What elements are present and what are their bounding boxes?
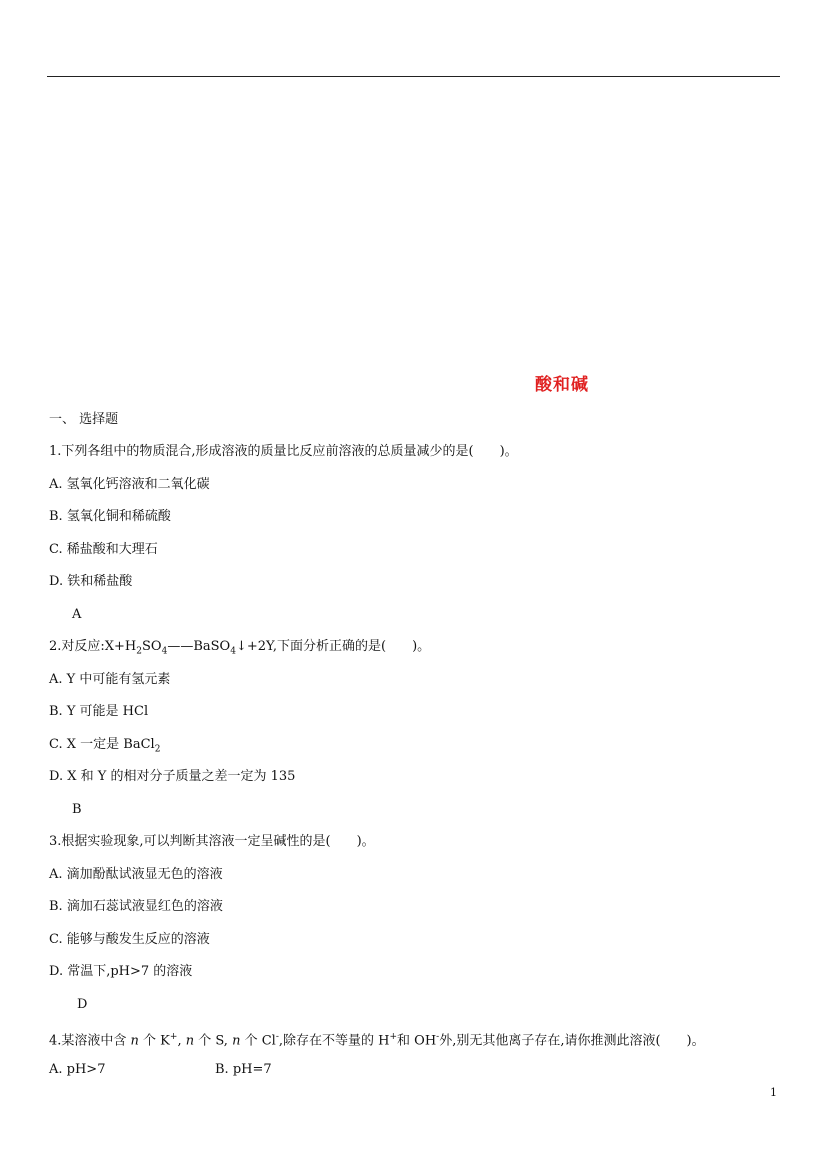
question-3-option-a: A. 滴加酚酞试液显无色的溶液 <box>49 867 223 882</box>
question-2-option-a: A. Y 中可能有氢元素 <box>49 672 171 687</box>
question-2-option-b: B. Y 可能是 HCl <box>49 704 149 719</box>
header-rule <box>47 76 780 77</box>
question-2-option-d: D. X 和 Y 的相对分子质量之差一定为 135 <box>49 769 296 784</box>
question-3-answer: D <box>77 997 88 1012</box>
question-1-option-c: C. 稀盐酸和大理石 <box>49 542 158 557</box>
question-1-stem: 1.下列各组中的物质混合,形成溶液的质量比反应前溶液的总质量减少的是( )。 <box>49 444 518 459</box>
question-2-answer: B <box>72 802 82 817</box>
question-3-stem: 3.根据实验现象,可以判断其溶液一定呈碱性的是( )。 <box>49 834 375 849</box>
question-3-option-b: B. 滴加石蕊试液显红色的溶液 <box>49 899 223 914</box>
question-1-answer: A <box>72 607 82 622</box>
question-1-option-b: B. 氢氧化铜和稀硫酸 <box>49 509 171 524</box>
question-2-option-c: C. X 一定是 BaCl$_2$ <box>49 737 161 755</box>
question-1-option-d: D. 铁和稀盐酸 <box>49 574 133 589</box>
section-heading: 一、 选择题 <box>49 412 119 427</box>
question-3-option-c: C. 能够与酸发生反应的溶液 <box>49 932 210 947</box>
question-4-stem: 4.某溶液中含 n 个 K+, n 个 S, n 个 Cl-,除存在不等量的 H+和 OH-外,别无其他离子存在,请你推测此溶液( )。 <box>49 1032 705 1049</box>
question-1-option-a: A. 氢氧化钙溶液和二氧化碳 <box>49 477 210 492</box>
question-4-option-b: B. pH=7 <box>215 1062 272 1077</box>
question-3-option-d: D. 常温下,pH>7 的溶液 <box>49 964 193 979</box>
page-number: 1 <box>770 1086 777 1099</box>
question-4-option-a: A. pH>7 <box>49 1062 106 1077</box>
page-title: 酸和碱 <box>535 375 589 395</box>
question-2-stem: 2.对反应$:X+H_2SO_4——BaSO_4↓+2Y$,下面分析正确的是( )。 <box>49 639 431 657</box>
